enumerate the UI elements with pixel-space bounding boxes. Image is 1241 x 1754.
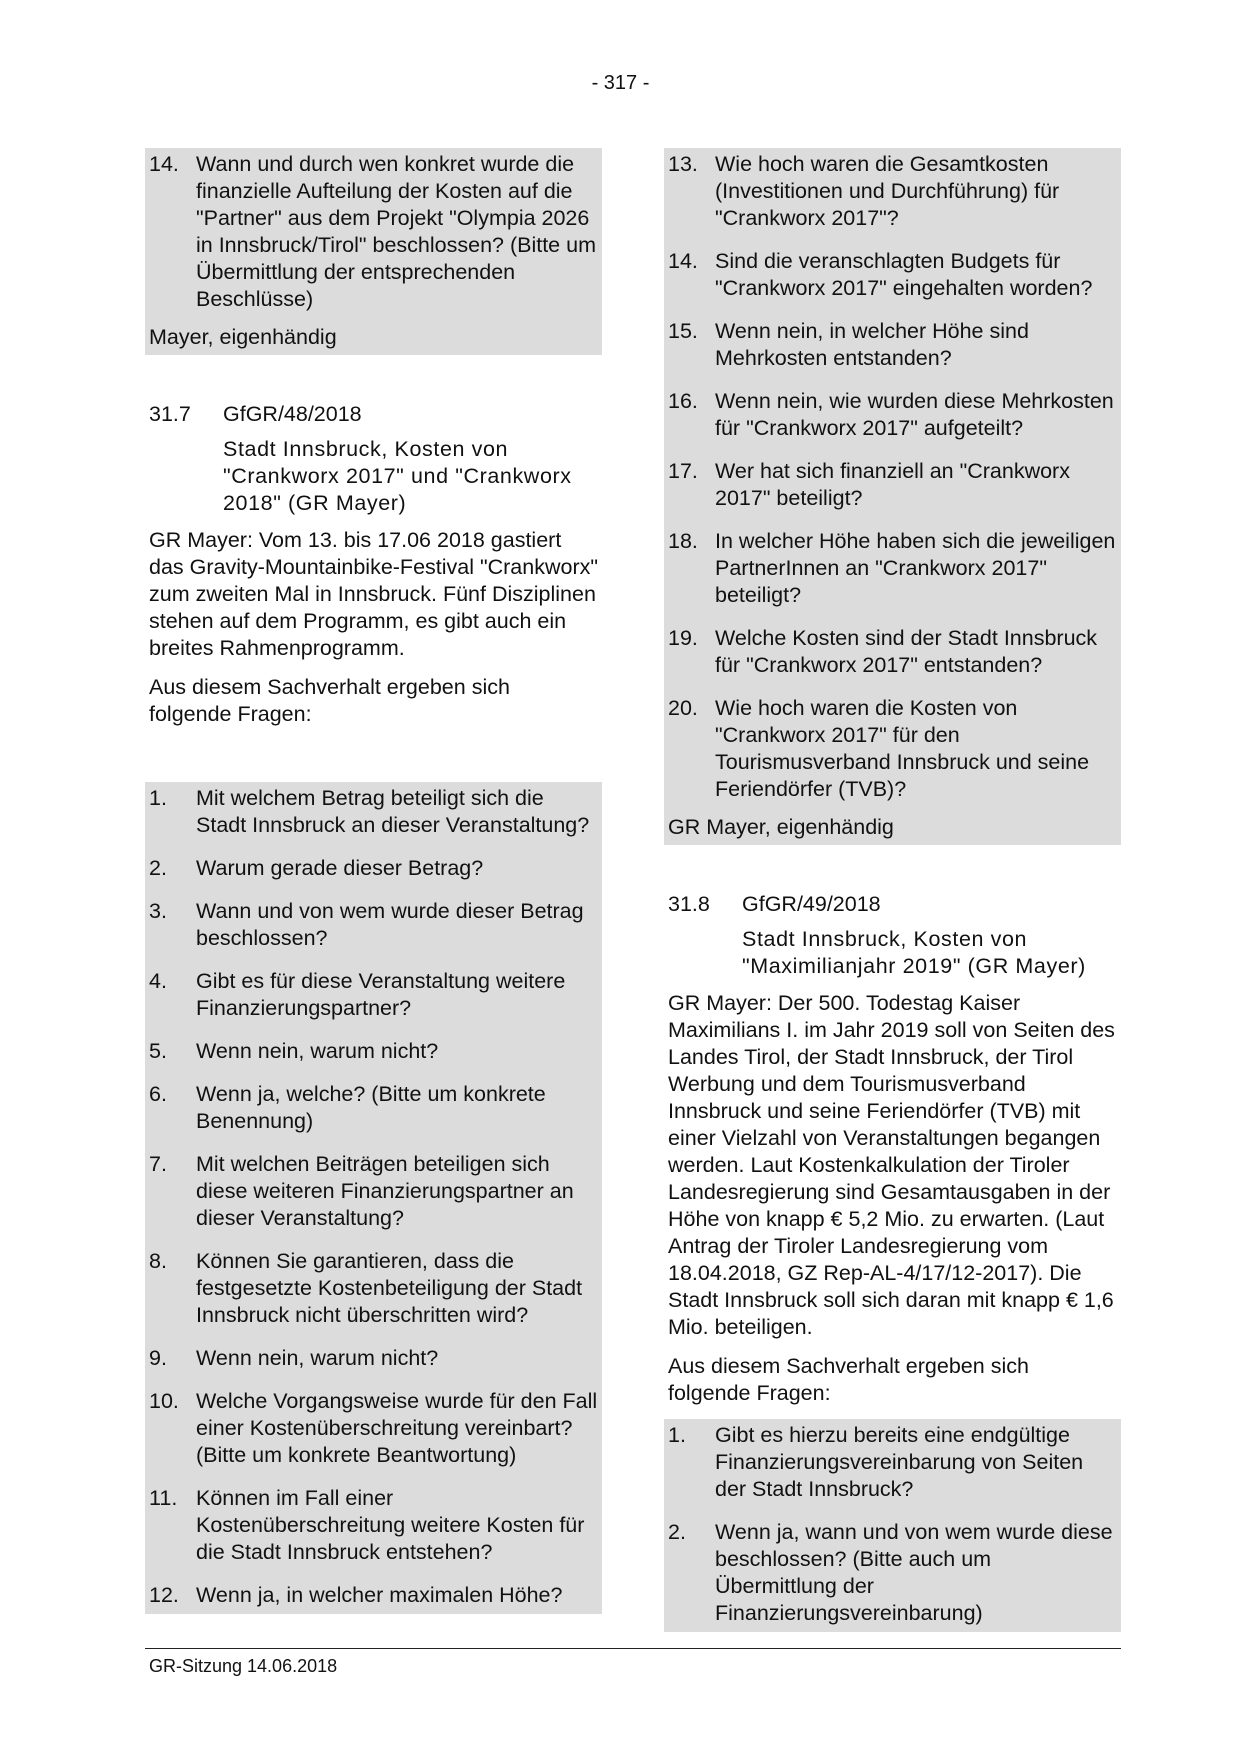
question-number: 12. [149, 1583, 179, 1607]
question-number: 19. [668, 626, 698, 650]
section-intro: GR Mayer: Der 500. Todestag Kaiser Maximilians I. im Jahr 2019 soll von Seiten des Landes Tirol, der Stadt Innsbruck, der Tirol Werbung und dem Tourismusverband Innsbruck und seine Feriendörfer (TVB) mit einer Vielzahl von Veranstaltungen begangen werden. Laut Kostenkalkulation der Tiroler Landesregierung sind Gesamtausgaben in der Höhe von knapp € 5,2 Mio. zu erwarten. (Laut Antrag der Tiroler Landesregierung vom 18.04.2018, GZ Rep-AL-4/17/12-2017). Die Stadt Innsbruck soll sich daran mit knapp € 1,6 Mio. beteiligen. [668, 991, 1115, 1339]
right-column [664, 148, 1121, 1632]
question-item [145, 782, 602, 844]
question-item [145, 965, 602, 1027]
question-item [145, 895, 602, 957]
question-item [664, 692, 1121, 808]
question-number: 1. [668, 1423, 686, 1447]
question-number: 3. [149, 899, 167, 923]
question-number: 7. [149, 1152, 167, 1176]
question-list-crankworx-continued [664, 148, 1121, 845]
question-list-crankworx [145, 782, 602, 1614]
footer-divider [145, 1648, 1121, 1649]
question-item [145, 1342, 602, 1377]
question-number: 2. [149, 856, 167, 880]
section-lead: Aus diesem Sachverhalt ergeben sich folgende Fragen: [668, 1354, 1029, 1405]
question-text: Gibt es hierzu bereits eine endgültige Finanzierungsvereinbarung von Seiten der Stadt Innsbruck? [715, 1423, 1084, 1501]
section-heading-31-7 [145, 401, 602, 428]
section-title: Stadt Innsbruck, Kosten von "Crankworx 2017" und "Crankworx 2018" (GR Mayer) [223, 437, 572, 515]
question-number: 9. [149, 1346, 167, 1370]
question-item [664, 455, 1121, 517]
question-number: 1. [149, 786, 167, 810]
question-text: Können Sie garantieren, dass die festgesetzte Kostenbeteiligung der Stadt Innsbruck nicht überschritten wird? [196, 1249, 583, 1327]
question-number: 16. [668, 389, 698, 413]
signature: Mayer, eigenhändig [149, 325, 337, 349]
question-text: Sind die veranschlagten Budgets für "Crankworx 2017" eingehalten worden? [715, 249, 1093, 300]
question-text: In welcher Höhe haben sich die jeweiligen PartnerInnen an "Crankworx 2017" beteiligt? [715, 529, 1116, 607]
question-list-maximilianjahr [664, 1419, 1121, 1632]
section-intro: GR Mayer: Vom 13. bis 17.06 2018 gastiert das Gravity-Mountainbike-Festival "Crankworx" zum zweiten Mal in Innsbruck. Fünf Disziplinen stehen auf dem Programm, es gibt auch ein breites Rahmenprogramm. [149, 528, 598, 660]
question-number: 20. [668, 696, 698, 720]
question-item [145, 1385, 602, 1474]
question-text: Können im Fall einer Kostenüberschreitung weitere Kosten für die Stadt Innsbruck entstehen? [196, 1486, 585, 1564]
question-number: 2. [668, 1520, 686, 1544]
question-text: Wenn ja, welche? (Bitte um konkrete Benennung) [196, 1082, 546, 1133]
question-number: 11. [149, 1486, 178, 1510]
question-block-olympia [145, 148, 602, 355]
question-text: Mit welchem Betrag beteiligt sich die Stadt Innsbruck an dieser Veranstaltung? [196, 786, 590, 837]
question-item [664, 1516, 1121, 1632]
question-text: Wenn nein, in welcher Höhe sind Mehrkosten entstanden? [715, 319, 1029, 370]
question-text: Gibt es für diese Veranstaltung weitere Finanzierungspartner? [196, 969, 566, 1020]
question-number: 5. [149, 1039, 167, 1063]
question-item [145, 1148, 602, 1237]
question-number: 8. [149, 1249, 167, 1273]
question-item [145, 1035, 602, 1070]
question-text: Wenn ja, in welcher maximalen Höhe? [196, 1583, 563, 1607]
question-number: 14. [668, 249, 698, 273]
footer-meeting-date: GR-Sitzung 14.06.2018 [149, 1656, 338, 1676]
question-item [145, 1245, 602, 1334]
page-number: - 317 - [591, 72, 650, 94]
question-text: Welche Vorgangsweise wurde für den Fall einer Kostenüberschreitung vereinbart? (Bitte um konkrete Beantwortung) [196, 1389, 598, 1467]
question-text: Wenn nein, warum nicht? [196, 1346, 439, 1370]
question-text: Wie hoch waren die Gesamtkosten (Investitionen und Durchführung) für "Crankworx 2017"? [715, 152, 1060, 230]
question-item [664, 525, 1121, 614]
question-text: Wenn nein, wie wurden diese Mehrkosten für "Crankworx 2017" aufgeteilt? [715, 389, 1114, 440]
question-item [664, 1419, 1121, 1508]
question-text: Mit welchen Beiträgen beteiligen sich diese weiteren Finanzierungspartner an dieser Veranstaltung? [196, 1152, 574, 1230]
question-number: 17. [668, 459, 698, 483]
question-text: Wann und von wem wurde dieser Betrag beschlossen? [196, 899, 584, 950]
section-heading-31-8 [664, 891, 1121, 918]
left-column [145, 148, 602, 1614]
question-text: Wer hat sich finanziell an "Crankworx 2017" beteiligt? [715, 459, 1070, 510]
question-text: Warum gerade dieser Betrag? [196, 856, 484, 880]
question-text: Welche Kosten sind der Stadt Innsbruck für "Crankworx 2017" entstanden? [715, 626, 1098, 677]
question-text: Wenn ja, wann und von wem wurde diese beschlossen? (Bitte auch um Übermittlung der Finanzierungsvereinbarung) [715, 1520, 1113, 1625]
signature: GR Mayer, eigenhändig [668, 815, 894, 839]
question-number: 18. [668, 529, 698, 553]
section-lead: Aus diesem Sachverhalt ergeben sich folgende Fragen: [149, 675, 510, 726]
question-item [664, 245, 1121, 307]
question-item [664, 385, 1121, 447]
section-id: GfGR/48/2018 [223, 402, 362, 426]
question-number: 13. [668, 152, 698, 176]
question-item [145, 852, 602, 887]
question-number: 15. [668, 319, 698, 343]
section-id: GfGR/49/2018 [742, 892, 881, 916]
question-number: 4. [149, 969, 167, 993]
question-text: Wie hoch waren die Kosten von "Crankworx 2017" für den Tourismusverband Innsbruck und seine Feriendörfer (TVB)? [715, 696, 1090, 801]
question-item [145, 148, 602, 318]
question-item [664, 148, 1121, 237]
section-number: 31.7 [149, 402, 191, 426]
question-text: Wann und durch wen konkret wurde die finanzielle Aufteilung der Kosten auf die "Partner" aus dem Projekt "Olympia 2026 in Innsbruck/Tirol" beschlossen? (Bitte um Übermittlung der entsprechenden Beschlüsse) [196, 152, 596, 311]
question-number: 10. [149, 1389, 179, 1413]
question-number: 14. [149, 152, 179, 176]
question-number: 6. [149, 1082, 167, 1106]
section-title: Stadt Innsbruck, Kosten von "Maximilianjahr 2019" (GR Mayer) [742, 927, 1086, 978]
question-item [664, 315, 1121, 377]
question-item [145, 1579, 602, 1614]
question-item [664, 622, 1121, 684]
question-item [145, 1482, 602, 1571]
question-text: Wenn nein, warum nicht? [196, 1039, 439, 1063]
question-item [145, 1078, 602, 1140]
section-number: 31.8 [668, 892, 710, 916]
